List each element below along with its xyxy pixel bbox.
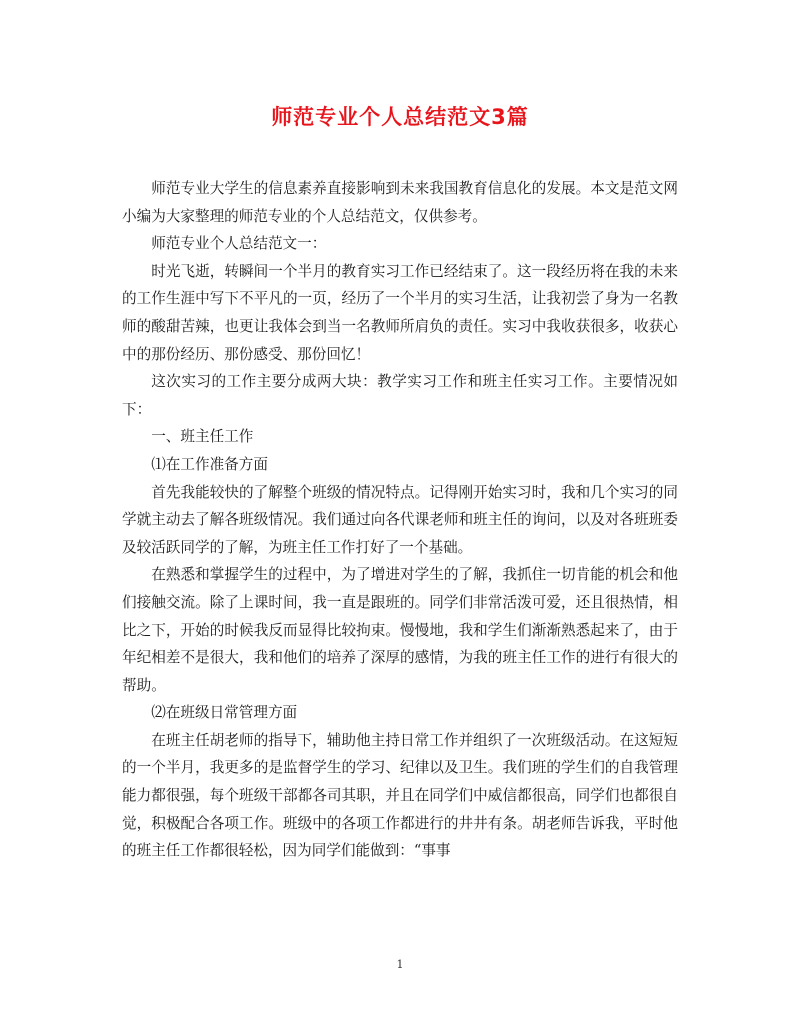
paragraph-heading-sample-one: 师范专业个人总结范文一： — [151, 235, 327, 253]
subsection-heading-daily-management: ⑵在班级日常管理方面 — [151, 704, 298, 722]
paragraph-preparation: 首先我能较快的了解整个班级的情况特点。记得刚开始实习时，我和几个实习的同学就主动去了解各班级情况。我们通过向各代课老师和班主任的询问，以及对各班班委及较活跃同学的了解，为班主任工作打好了一个基础。 — [122, 483, 678, 556]
paragraph-overview: 这次实习的工作主要分成两大块：教学实习工作和班主任实习工作。主要情况如下： — [122, 373, 678, 418]
paragraph-getting-to-know-students: 在熟悉和掌握学生的过程中，为了增进对学生的了解，我抓住一切肯能的机会和他们接触交流。除了上课时间，我一直是跟班的。同学们非常活泼可爱，还且很热情，相比之下，开始的时候我反而显得比较拘束。慢慢地，我和学生们渐渐熟悉起来了，由于年纪相差不是很大，我和他们的培养了深厚的感情，为我的班主任工作的进行有很大的帮助。 — [122, 566, 678, 694]
page-number: 1 — [396, 958, 404, 971]
document-title: 师范专业个人总结范文3篇 — [271, 105, 529, 129]
paragraph-daily-management: 在班主任胡老师的指导下，辅助他主持日常工作并组织了一次班级活动。在这短短的一个半月，我更多的是监督学生的学习、纪律以及卫生。我们班的学生们的自我管理能力都很强，每个班级干部都各司其职，并且在同学们中威信都很高，同学们也都很自觉，积极配合各项工作。班级中的各项工作都进行的井井有条。胡老师告诉我，平时他的班主任工作都很轻松，因为同学们能做到：“事事 — [122, 731, 678, 860]
paragraph-intro: 师范专业大学生的信息素养直接影响到未来我国教育信息化的发展。本文是范文网小编为大家整理的师范专业的个人总结范文，仅供参考。 — [122, 180, 678, 225]
paragraph-reflection: 时光飞逝，转瞬间一个半月的教育实习工作已经结束了。这一段经历将在我的未来的工作生涯中写下不平凡的一页，经历了一个半月的实习生活，让我初尝了身为一名教师的酸甜苦辣，也更让我体会到当一名教师所肩负的责任。实习中我收获很多，收获心中的那份经历、那份感受、那份回忆！ — [122, 262, 678, 363]
subsection-heading-preparation: ⑴在工作准备方面 — [151, 455, 268, 473]
section-heading-homeroom: 一、班主任工作 — [151, 428, 254, 446]
document-body — [122, 175, 678, 865]
